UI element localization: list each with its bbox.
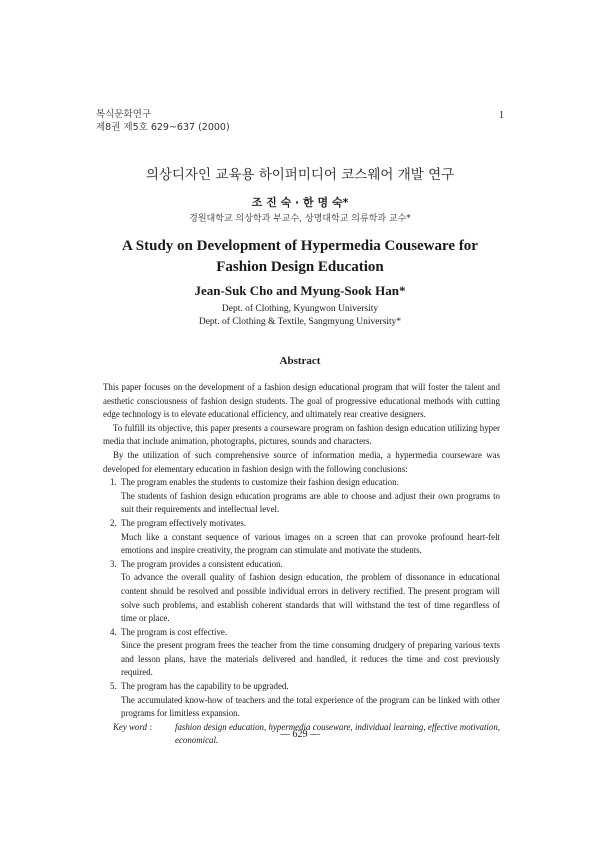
- item-title: The program has the capability to be upgraded.: [121, 681, 289, 692]
- item-number: 2.: [110, 517, 117, 528]
- item-number: 4.: [110, 626, 117, 637]
- korean-authors: 조 진 숙 · 한 명 숙*: [251, 196, 349, 209]
- item-number: 1.: [110, 477, 117, 488]
- korean-affiliation: 경원대학교 의상학과 부교수, 상명대학교 의류학과 교수*: [189, 214, 411, 224]
- conclusion-item: [103, 517, 500, 531]
- conclusion-item: [103, 626, 500, 640]
- english-authors: Jean-Suk Cho and Myung-Sook Han*: [194, 283, 406, 298]
- item-body: To advance the overall quality of fashion design education, the problem of dissonance in educational content should be resolved and possible individual errors in delivery rectified. The present program will solve such problems, and establish coherent standards that will withstand the test of time regardless of time or place.: [121, 572, 500, 624]
- item-body: Much like a constant sequence of various images on a screen that can provoke profound heart-felt emotions and inspire creativity, the program can stimulate and motivate the students.: [121, 531, 500, 556]
- journal-info: [96, 108, 230, 134]
- abstract-heading: Abstract: [279, 355, 321, 367]
- item-title: The program is cost effective.: [121, 626, 228, 637]
- item-title: The program enables the students to customize their fashion design education.: [121, 477, 399, 488]
- corner-page-number: 1: [499, 110, 504, 121]
- abstract-paragraph: To fulfill its objective, this paper presents a courseware program on fashion design education utilizing hyper media that include animation, photographs, pictures, sounds and characters.: [103, 422, 500, 447]
- korean-title: 의상디자인 교육용 하이퍼미디어 코스웨어 개발 연구: [145, 167, 455, 183]
- item-body: The accumulated know-how of teachers and the total experience of the program can be linked with other programs for limitless expansion.: [121, 694, 500, 719]
- affiliation-line1: Dept. of Clothing, Kyungwon University: [221, 304, 379, 314]
- abstract-paragraph: This paper focuses on the development of a fashion design educational program that will foster the talent and aesthetic consciousness of fashion design students. The goal of progressive educational methods with cutting edge technology is to elevate educational efficiency, and ultimately rear creative designers.: [103, 382, 500, 420]
- item-title: The program effectively motivates.: [121, 517, 247, 528]
- conclusion-item: [103, 476, 500, 490]
- affiliation-line2: Dept. of Clothing & Textile, Sangmyung University*: [198, 317, 402, 327]
- item-number: 3.: [110, 558, 117, 569]
- journal-name: 복식문화연구: [96, 109, 152, 120]
- keyword-label: Key word :: [113, 721, 153, 732]
- english-title-line2: Fashion Design Education: [216, 259, 384, 275]
- item-number: 5.: [110, 681, 117, 692]
- conclusion-item: [103, 680, 500, 694]
- item-title: The program provides a consistent education.: [121, 558, 283, 569]
- english-title-line1: A Study on Development of Hypermedia Couseware for: [122, 238, 478, 254]
- conclusion-item: [103, 558, 500, 572]
- english-affiliation: [0, 303, 600, 329]
- journal-volume: 제8권 제5호 629~637 (2000): [96, 122, 230, 133]
- abstract-paragraph: By the utilization of such comprehensive source of information media, a hypermedia courseware was developed for elementary education in fashion design with the following conclusions:: [103, 449, 500, 474]
- english-title: [0, 236, 600, 278]
- footer-page-number: — 629 —: [280, 729, 320, 740]
- item-body: Since the present program frees the teacher from the time consuming drudgery of preparing various texts and lesson plans, have the materials delivered and handled, it reduces the time and cost previously required.: [121, 640, 500, 678]
- keyword-list: fashion design education, hypermedia couseware, individual learning, effective motivation, economical.: [175, 721, 500, 746]
- abstract-body: [103, 381, 500, 748]
- item-body: The students of fashion design education programs are able to choose and adjust their own programs to suit their requirements and intellectual level.: [121, 490, 500, 515]
